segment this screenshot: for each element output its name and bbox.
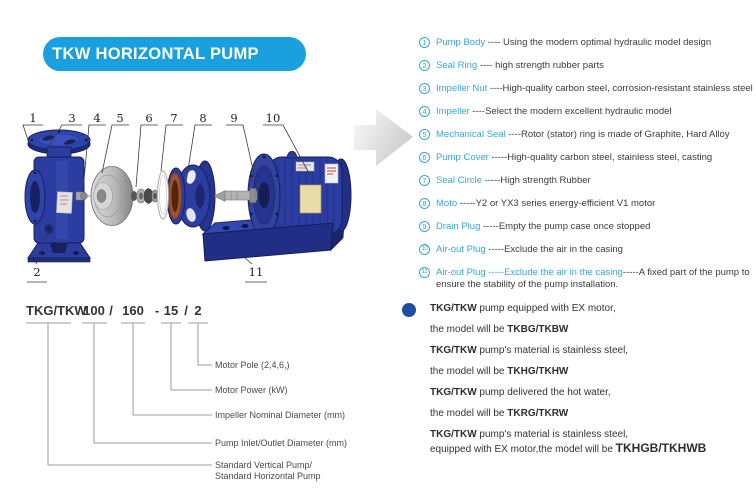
pump-sticker: [56, 192, 72, 214]
model-code-sep1: /: [109, 303, 113, 318]
parts-list-item: 3 Impeller Nut ----High-quality carbon steel, corrosion-resistant stainless steel: [419, 83, 753, 95]
part-number-6: 6: [145, 111, 153, 125]
note-line: TKG/TKW pump's material is stainless steel,: [430, 429, 629, 440]
page-title: TKW HORIZONTAL PUMP: [52, 44, 259, 63]
direction-arrow-icon: [354, 109, 413, 166]
parts-list-item: 4 Impeller ----Select the modern excellent hydraulic model: [419, 106, 753, 118]
parts-list-item: 7 Seal Circle -----High strength Rubber: [419, 175, 753, 187]
parts-list: [419, 37, 753, 302]
part-number-7: 7: [170, 111, 178, 125]
part-number-2: 2: [33, 265, 41, 279]
circled-number-icon: 3: [419, 83, 430, 94]
note-line: the model will be TKBG/TKBW: [430, 324, 569, 335]
mechanical-seal-parts: [131, 189, 159, 204]
model-code-num1: 100: [83, 303, 105, 318]
circled-number-icon: 4: [419, 106, 430, 117]
bullet-icon: [402, 303, 416, 317]
circled-number-icon: 2: [419, 60, 430, 71]
part-number-9: 9: [230, 111, 238, 125]
model-code-sep3: /: [184, 303, 188, 318]
motor: [248, 151, 351, 236]
part-number-11: 11: [248, 265, 264, 279]
impeller-nut: [81, 193, 88, 200]
label-standard-pump-2: Standard Horizontal Pump: [215, 471, 321, 481]
note-line: TKG/TKW pump's material is stainless steel,: [430, 345, 629, 356]
part-number-1: 1: [29, 111, 37, 125]
note-line: TKG/TKW pump delivered the hot water,: [430, 387, 611, 398]
note-line: TKG/TKW pump equipped with EX motor,: [430, 303, 616, 314]
circled-number-icon: 10: [419, 244, 430, 255]
model-code-num2: 160: [122, 303, 144, 318]
part-number-8: 8: [199, 111, 207, 125]
parts-list-item: 5 Mechanical Seal ----Rotor (stator) ring is made of Graphite, Hard Alloy: [419, 129, 753, 141]
label-motor-power: Motor Power (kW): [215, 385, 288, 395]
pump-cover: [167, 161, 215, 231]
parts-list-item: 10 Air-out Plug -----Exclude the air in the casing: [419, 244, 753, 256]
circled-number-icon: 7: [419, 175, 430, 186]
label-impeller-diameter: Impeller Nominal Diameter (mm): [215, 410, 346, 420]
circled-number-icon: 6: [419, 152, 430, 163]
circled-number-icon: 5: [419, 129, 430, 140]
model-code-prefix: TKG/TKW: [26, 303, 87, 318]
parts-list-item: 11 Air-out Plug -----Exclude the air in the casing-----A fixed part of the pump to ensure the stability of the pump installation.: [419, 267, 753, 291]
parts-list-item: 1 Pump Body ---- Using the modern optimal hydraulic model design: [419, 37, 753, 49]
part-number-10: 10: [265, 111, 281, 125]
motor-shaft: [214, 189, 257, 203]
seal-circle-ring: [158, 171, 169, 219]
model-code-diagram: [18, 296, 354, 496]
title-banner: [43, 37, 306, 71]
model-notes: [430, 303, 752, 455]
note-line: the model will be TKRG/TKRW: [430, 408, 569, 419]
motor-nameplate: [300, 185, 321, 213]
circled-number-icon: 11: [419, 267, 430, 278]
model-code-num4: 2: [194, 303, 202, 318]
part-number-3: 3: [68, 111, 76, 125]
part-number-4: 4: [93, 111, 101, 125]
parts-list-item: 9 Drain Plug -----Empty the pump case once stopped: [419, 221, 753, 233]
label-inlet-outlet: Pump Inlet/Outlet Diameter (mm): [215, 438, 348, 448]
model-code-sep2: -: [154, 303, 160, 318]
circled-number-icon: 8: [419, 198, 430, 209]
part-number-5: 5: [116, 111, 124, 125]
model-code-num3: 15: [163, 303, 179, 318]
note-line: equipped with EX motor,the model will be TKHGB/TKHWB: [430, 441, 707, 455]
motor-label: [325, 164, 338, 183]
label-motor-pole: Motor Pole (2,4,6,): [215, 360, 290, 370]
circled-number-icon: 1: [419, 37, 430, 48]
parts-list-item: 8 Moto -----Y2 or YX3 series energy-efficient V1 motor: [419, 198, 753, 210]
circled-number-icon: 9: [419, 221, 430, 232]
parts-list-item: 6 Pump Cover -----High-quality carbon steel, stainless steel, casting: [419, 152, 753, 164]
exploded-pump-diagram: [0, 95, 430, 295]
parts-list-item: 2 Seal Ring ---- high strength rubber parts: [419, 60, 753, 72]
note-line: the model will be TKHG/TKHW: [430, 366, 569, 377]
label-standard-pump-1: Standard Vertical Pump/: [215, 460, 313, 470]
